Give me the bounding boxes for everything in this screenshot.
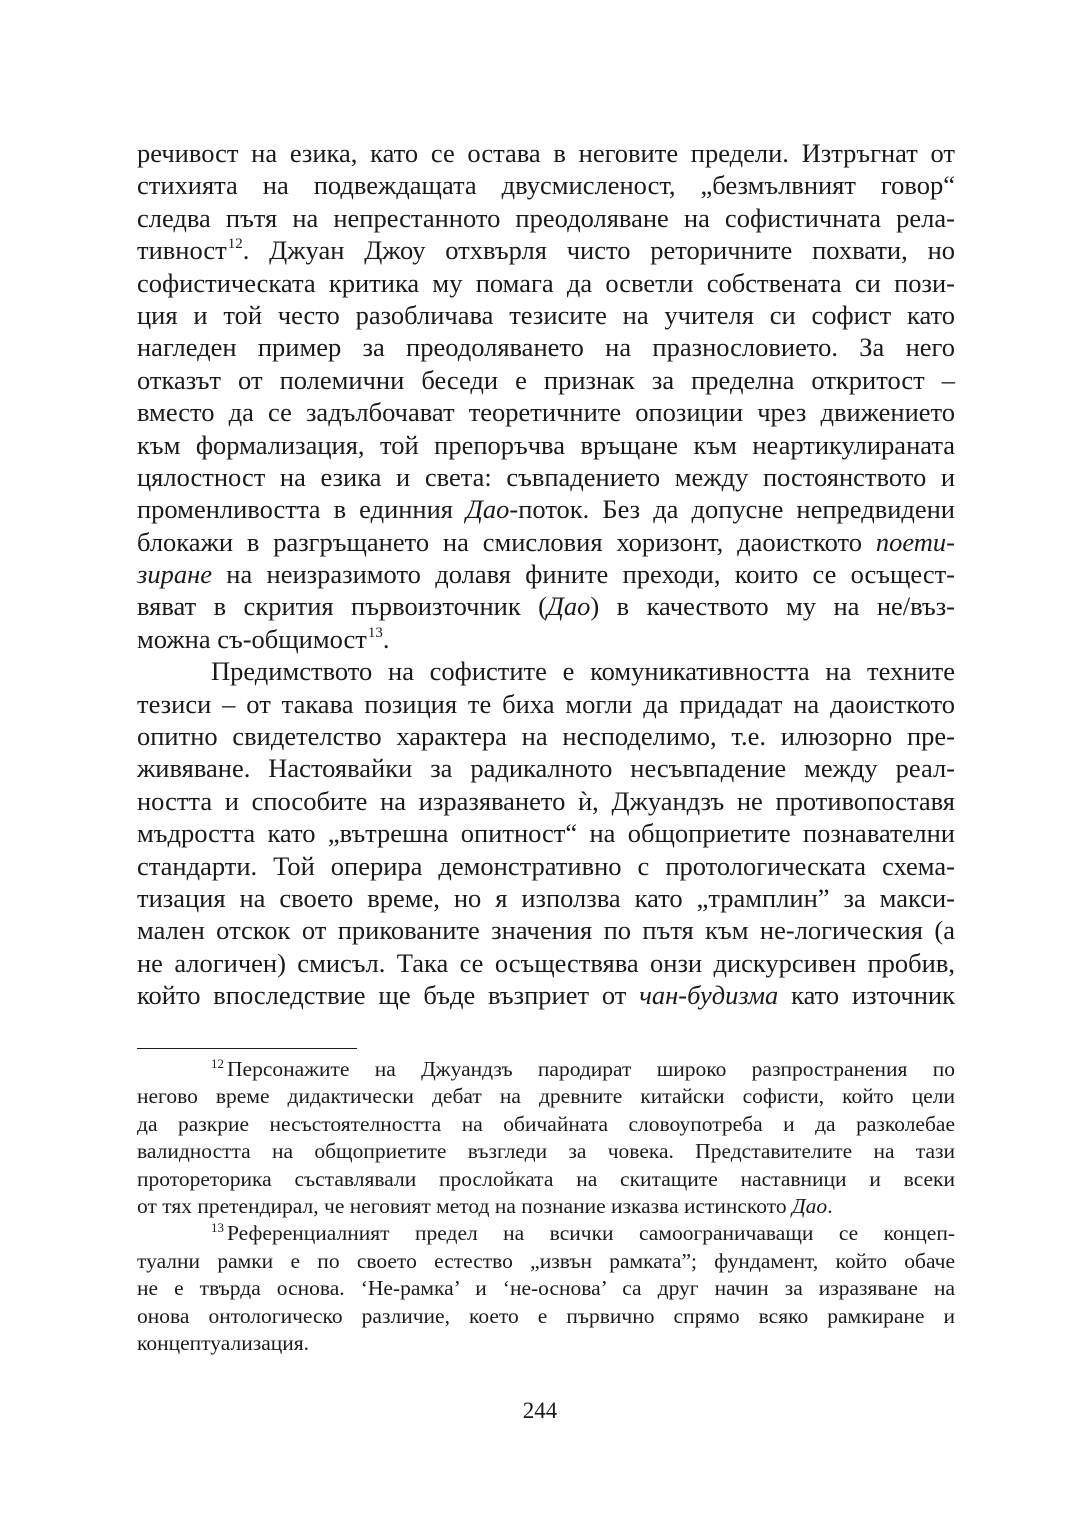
footnote-line	[137, 1220, 955, 1247]
text-run: тивност	[137, 235, 227, 266]
text-run: .	[382, 623, 390, 654]
footnote-ref-12[interactable]: 12	[227, 236, 243, 253]
footnote-line: негово време дидактически дебат на древните китайски софисти, който цели	[137, 1084, 955, 1109]
text-line: ността и способите на изразяването ѝ, Джуандзъ не противопоставя	[137, 785, 955, 816]
text-line	[137, 590, 955, 622]
footnote-separator	[137, 1048, 357, 1049]
text-line	[137, 979, 955, 1011]
footnote-line: не е твърда основа. ‘Не-рамка’ и ‘не-основа’ са друг начин за изразяване на	[137, 1276, 955, 1301]
footnote-line	[137, 1193, 955, 1220]
footnote-marker-13: 13	[211, 1220, 224, 1236]
text-line: мъдростта като „вътрешна опитност“ на общоприетите познавателни	[137, 818, 955, 849]
text-line: тезиси – от такава позиция те биха могли да придадат на даоисткото	[137, 688, 955, 719]
text-line	[137, 623, 955, 655]
text-run: Персонажите на Джуандзъ пародират широко разпространения по	[227, 1057, 955, 1081]
text-run: от тях претендирал, че неговият метод на познание изказва истинското	[137, 1193, 792, 1218]
text-line: мален отскок от прикованите значения по пътя към не-логическия (а	[137, 915, 955, 946]
italic-term: Дао	[466, 494, 510, 525]
italic-term: чан-будизма	[639, 980, 779, 1011]
text-line: тизация на своето време, но я използва като „трамплин” за макси-	[137, 882, 955, 913]
text-line: живяване. Настоявайки за радикалното несъвпадение между реал-	[137, 753, 955, 784]
text-line: опитно свидетелство характера на несподелимо, т.е. илюзорно пре-	[137, 721, 955, 752]
footnote-line: протореторика съставлявали прослойката на скитащите наставници и всеки	[137, 1166, 955, 1191]
footnote-marker-12: 12	[211, 1056, 224, 1071]
text-line	[137, 558, 955, 590]
text-run: .	[827, 1193, 833, 1218]
text-run: който впоследствие ще бъде възприет от	[137, 980, 640, 1011]
text-run: вяват в скрития първоизточник (	[137, 591, 547, 622]
italic-term: Дао	[547, 591, 591, 622]
text-run: променливостта в единния	[137, 494, 467, 525]
page-number: 244	[522, 1398, 558, 1423]
footnote-ref-13[interactable]: 13	[367, 624, 383, 641]
italic-term: Дао	[792, 1193, 828, 1218]
text-line: цялостност на езика и света: съвпадението между постоянството и	[137, 461, 955, 492]
text-line	[137, 493, 955, 525]
text-line: не алогичен) смисъл. Така се осъществява онзи дискурсивен пробив,	[137, 947, 955, 978]
text-run: . Джуан Джоу отхвърля чисто реторичните похвати, но	[242, 235, 955, 266]
text-run: Референциалният предел на всички самоограничаващи се концеп-	[227, 1221, 955, 1246]
text-run: блокажи в разгръщането на смисловия хоризонт, даоисткото	[137, 526, 876, 557]
text-line: нагледен пример за преодоляването на празнословието. За него	[137, 332, 955, 363]
footnote-line: валидността на общоприетите възгледи за човека. Представителите на тази	[137, 1139, 955, 1164]
footnote-line: концептуализация.	[137, 1330, 310, 1355]
paragraph-1	[137, 137, 955, 655]
text-run: -поток. Без да допусне непредвидени	[509, 494, 955, 525]
footnotes	[137, 1056, 955, 1357]
text-line: Предимството на софистите е комуникативността на техните	[211, 656, 955, 687]
text-line: стандарти. Той оперира демонстративно с протологическата схема-	[137, 850, 955, 881]
text-line: отказът от полемични беседи е признак за пределна откритост –	[137, 364, 955, 395]
text-line: речивост на езика, като се остава в неговите предели. Изтръгнат от	[137, 138, 955, 168]
text-line: стихията на подвеждащата двусмисленост, „безмълвният говор“	[137, 170, 955, 201]
paragraph-2	[137, 655, 955, 1011]
text-run: можна съ-общимост	[137, 623, 367, 654]
text-run: на неизразимото долавя фините преходи, които се осъщест-	[212, 559, 955, 590]
text-line	[137, 234, 955, 266]
footnote-line: онова онтологическо различие, което е първично спрямо всяко рамкиране и	[137, 1303, 955, 1328]
text-run: като източник	[778, 980, 955, 1011]
text-run: ) в качеството му на не/въз-	[590, 591, 955, 622]
footnote-13	[137, 1220, 955, 1357]
text-line	[137, 526, 955, 558]
footnote-line: да разкрие несъстоятелността на обичайната словоупотреба и да разколебае	[137, 1111, 955, 1136]
footnote-line	[137, 1056, 955, 1083]
main-text	[137, 137, 955, 1012]
text-line: ция и той често разобличава тезисите на учителя си софист като	[137, 299, 955, 330]
footnote-line: туални рамки е по своето естество „извън рамката”; фундамент, който обаче	[137, 1248, 955, 1273]
text-line: към формализация, той препоръчва връщане към неартикулираната	[137, 429, 955, 460]
footnote-12	[137, 1056, 955, 1220]
text-line: вместо да се задълбочават теоретичните опозиции чрез движението	[137, 397, 955, 428]
text-line: следва пътя на непрестанното преодоляване на софистичната рела-	[137, 202, 955, 233]
italic-term: поети-	[875, 526, 955, 557]
italic-term: зиране	[137, 559, 212, 590]
text-line: софистическата критика му помага да осветли собствената си пози-	[137, 267, 955, 298]
